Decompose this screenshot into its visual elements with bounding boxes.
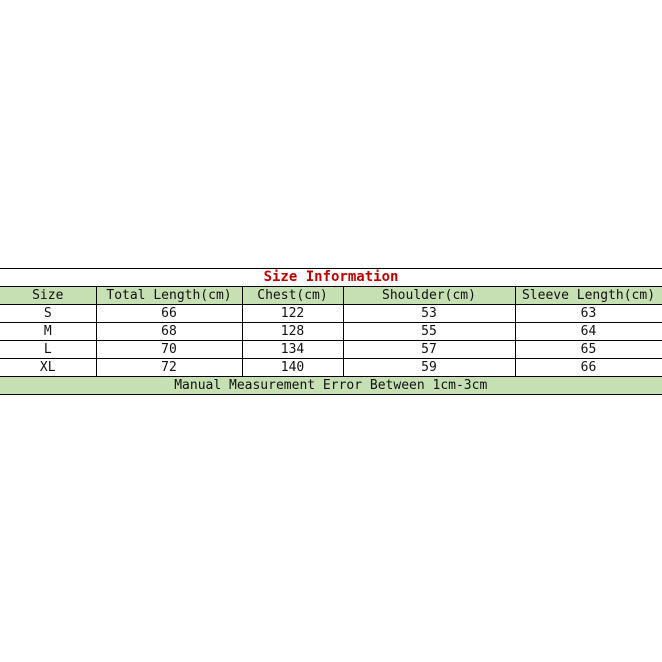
header-sleeve-length: Sleeve Length(cm): [515, 287, 662, 305]
cell-chest: 140: [242, 359, 343, 377]
header-chest: Chest(cm): [242, 287, 343, 305]
header-shoulder: Shoulder(cm): [343, 287, 515, 305]
measurement-note: Manual Measurement Error Between 1cm-3cm: [0, 377, 662, 395]
table-row: [0, 359, 662, 377]
table-title: Size Information: [0, 269, 662, 287]
cell-sleeve-length: 64: [515, 323, 662, 341]
cell-total-length: 66: [96, 305, 242, 323]
cell-chest: 134: [242, 341, 343, 359]
cell-shoulder: 53: [343, 305, 515, 323]
table-row: [0, 341, 662, 359]
table-row: [0, 323, 662, 341]
cell-total-length: 68: [96, 323, 242, 341]
cell-shoulder: 57: [343, 341, 515, 359]
cell-sleeve-length: 66: [515, 359, 662, 377]
header-size: Size: [0, 287, 96, 305]
table-row: [0, 305, 662, 323]
note-row: [0, 377, 662, 395]
cell-size: XL: [0, 359, 96, 377]
cell-total-length: 70: [96, 341, 242, 359]
title-row: [0, 269, 662, 287]
header-row: [0, 287, 662, 305]
size-information-table: [0, 268, 662, 395]
cell-chest: 122: [242, 305, 343, 323]
cell-shoulder: 59: [343, 359, 515, 377]
cell-shoulder: 55: [343, 323, 515, 341]
cell-size: L: [0, 341, 96, 359]
cell-sleeve-length: 63: [515, 305, 662, 323]
header-total-length: Total Length(cm): [96, 287, 242, 305]
cell-size: S: [0, 305, 96, 323]
cell-total-length: 72: [96, 359, 242, 377]
cell-sleeve-length: 65: [515, 341, 662, 359]
cell-chest: 128: [242, 323, 343, 341]
cell-size: M: [0, 323, 96, 341]
